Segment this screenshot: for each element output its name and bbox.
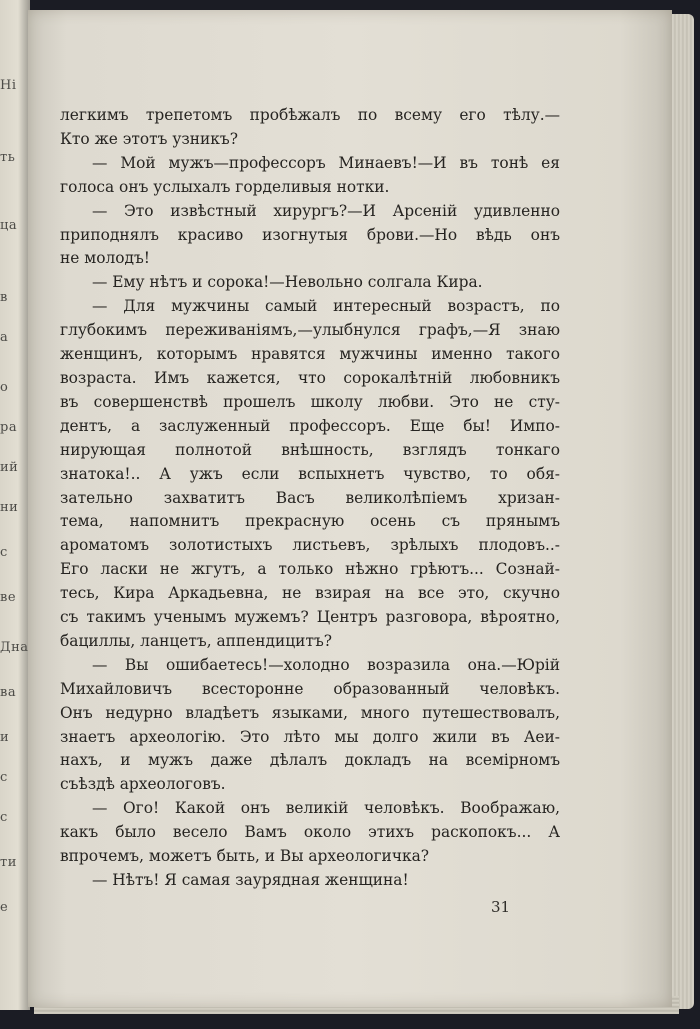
- left-page-fragment: и: [0, 730, 10, 745]
- text-line: впрочемъ, можетъ быть, и Вы археологичка?: [60, 847, 430, 866]
- text-line: — Нѣтъ! Я самая заурядная женщина!: [92, 871, 409, 889]
- left-page-fragment: ни: [0, 500, 19, 515]
- text-line: съ такимъ ученымъ мужемъ? Центръ разговора, вѣроятно,: [60, 608, 560, 627]
- text-line: глубокимъ переживаніямъ,—улыбнулся графъ,—Я знаю: [60, 321, 560, 340]
- text-line: зательно захватитъ Васъ великолѣпіемъ хризан-: [60, 488, 560, 507]
- left-page-fragment: ть: [0, 150, 16, 165]
- text-line: Его ласки не жгутъ, а только нѣжно грѣютъ... Сознай-: [60, 560, 560, 579]
- left-page-fragment: ий: [0, 460, 19, 475]
- left-page-fragment: с: [0, 770, 8, 785]
- text-line: женщинъ, которымъ нравятся мужчины именно такого: [60, 345, 560, 364]
- text-line: не молодъ!: [60, 249, 150, 268]
- left-page-fragment: ти: [0, 855, 17, 870]
- left-page-fragment: ца: [0, 218, 18, 233]
- left-page-fragment: е: [0, 900, 9, 915]
- text-line: Онъ недурно владѣетъ языками, много путешествовалъ,: [60, 703, 560, 722]
- left-page-fragment: в: [0, 290, 8, 305]
- text-line: — Это извѣстный хирургъ?—И Арсеній удивленно: [92, 201, 560, 220]
- text-line: возраста. Имъ кажется, что сорокалѣтній любовникъ: [60, 368, 560, 387]
- text-line: какъ было весело Вамъ около этихъ раскопокъ... А: [60, 823, 560, 842]
- text-line: Михайловичъ всесторонне образованный человѣкъ.: [60, 679, 560, 698]
- text-line: — Мой мужъ—профессоръ Минаевъ!—И въ тонѣ ея: [92, 153, 560, 172]
- text-line: Кто же этотъ узникъ?: [60, 129, 238, 148]
- text-line: тесь, Кира Аркадьевна, не взирая на все это, скучно: [60, 584, 560, 603]
- text-line: бациллы, ланцетъ, аппендицитъ?: [60, 631, 332, 650]
- left-page-fragment: а: [0, 330, 9, 345]
- left-page-fragment: Нi: [0, 78, 17, 93]
- text-line: дентъ, а заслуженный профессоръ. Еще бы! Импо-: [60, 416, 560, 435]
- text-line: ароматомъ золотистыхъ листьевъ, зрѣлыхъ плодовъ..-: [60, 536, 560, 555]
- text-line: — Для мужчины самый интересный возрастъ, по: [92, 297, 560, 316]
- page-number: 31: [491, 898, 511, 916]
- left-page-fragment: ра: [0, 420, 18, 435]
- text-line: — Ему нѣтъ и сорока!—Невольно солгала Кира.: [92, 273, 483, 292]
- left-page-fragment: о: [0, 380, 9, 395]
- text-line: знатока!.. А ужъ если вспыхнетъ чувство, то обя-: [60, 464, 560, 483]
- text-line: знаетъ археологію. Это лѣто мы долго жили въ Аеи-: [60, 727, 560, 746]
- text-line: нирующая полнотой внѣшность, взглядъ тонкаго: [60, 440, 560, 459]
- left-page-fragment: с: [0, 545, 8, 560]
- text-line: голоса онъ услыхалъ горделивыя нотки.: [60, 177, 390, 196]
- left-page-fragment: с: [0, 810, 8, 825]
- text-line: — Ого! Какой онъ великій человѣкъ. Воображаю,: [92, 799, 560, 818]
- left-page-fragment: Дна: [0, 640, 29, 655]
- text-line: легкимъ трепетомъ пробѣжалъ по всему его тѣлу.—: [60, 106, 560, 124]
- text-line: нахъ, и мужъ даже дѣлалъ докладъ на всемірномъ: [60, 751, 560, 770]
- text-line: съѣздѣ археологовъ.: [60, 775, 226, 794]
- text-line: тема, напомнитъ прекрасную осень съ прянымъ: [60, 512, 560, 531]
- text-line: — Вы ошибаетесь!—холодно возразила она.—Юрій: [92, 655, 560, 674]
- text-line: приподнялъ красиво изогнутыя брови.—Но вѣдь онъ: [60, 225, 560, 244]
- left-page-edge: [0, 0, 30, 1010]
- left-page-fragment: ва: [0, 685, 17, 700]
- text-line: въ совершенствѣ прошелъ школу любви. Это не сту-: [60, 392, 560, 411]
- page-text: [60, 104, 560, 893]
- left-page-fragment: ве: [0, 590, 17, 605]
